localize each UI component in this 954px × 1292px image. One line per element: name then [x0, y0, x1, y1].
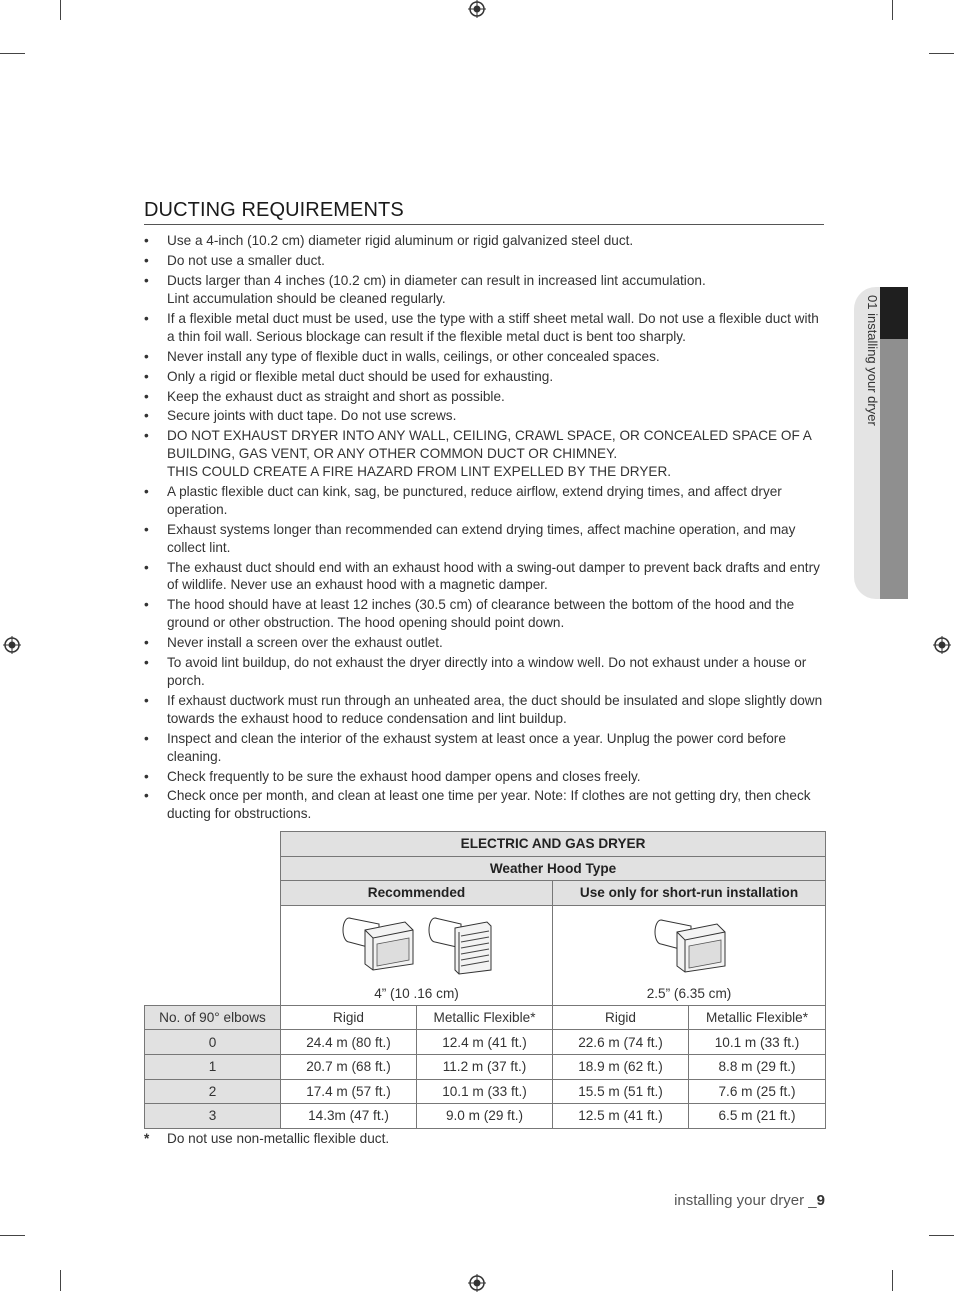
- elbow-count: 1: [145, 1054, 281, 1079]
- crop-mark: [60, 1270, 61, 1291]
- table-cell: 22.6 m (74 ft.): [553, 1030, 689, 1055]
- table-corner-blank: [145, 832, 281, 1006]
- list-item: [144, 310, 826, 346]
- list-item: [144, 768, 826, 786]
- bullet-dot: •: [144, 310, 149, 326]
- list-item: [144, 348, 826, 366]
- list-item: [144, 272, 826, 308]
- table-cell: 12.5 m (41 ft.): [553, 1104, 689, 1129]
- bullet-dot: •: [144, 635, 149, 651]
- list-item-text: If a flexible metal duct must be used, use the type with a stiff sheet metal wall. Do not use a flexible duct with a thin foil wall. Serious blockage can result if the flexible metal duct is bent too sharply.: [167, 310, 819, 344]
- list-item-text: Only a rigid or flexible metal duct should be used for exhausting.: [167, 368, 554, 384]
- registration-mark-icon: [468, 1274, 486, 1292]
- list-item: [144, 654, 826, 690]
- table-subtitle: Weather Hood Type: [281, 856, 826, 881]
- table-cell: 17.4 m (57 ft.): [281, 1079, 417, 1104]
- bullet-dot: •: [144, 428, 149, 444]
- list-item: [144, 407, 826, 425]
- elbow-count: 3: [145, 1104, 281, 1129]
- list-item: [144, 368, 826, 386]
- recommended-hoods-cell: [281, 905, 553, 1005]
- section-title: DUCTING REQUIREMENTS: [144, 199, 824, 225]
- bullet-dot: •: [144, 559, 149, 575]
- list-item: [144, 483, 826, 519]
- list-item-text: Use a 4-inch (10.2 cm) diameter rigid aluminum or rigid galvanized steel duct.: [167, 233, 634, 248]
- damper-hood-icon: [651, 916, 727, 976]
- footer-label: installing your dryer _: [674, 1192, 817, 1209]
- list-item-text: Inspect and clean the interior of the exhaust system at least once a year. Unplug the power cord before cleaning.: [167, 730, 786, 764]
- bullet-dot: •: [144, 655, 149, 671]
- bullet-dot: •: [144, 768, 149, 784]
- short-run-header: Use only for short-run installation: [553, 881, 826, 906]
- table-row: [145, 1104, 826, 1129]
- table-cell: 10.1 m (33 ft.): [417, 1079, 553, 1104]
- table-cell: 6.5 m (21 ft.): [689, 1104, 826, 1129]
- bullet-dot: •: [144, 348, 149, 364]
- bullet-dot: •: [144, 730, 149, 746]
- column-header: Metallic Flexible*: [689, 1005, 826, 1030]
- side-tab-gray-block: [880, 339, 908, 599]
- list-item-text: To avoid lint buildup, do not exhaust the dryer directly into a window well. Do not exhaust under a house or porch.: [167, 655, 807, 688]
- crop-mark: [892, 0, 893, 20]
- crop-mark: [929, 1235, 954, 1236]
- crop-mark: [60, 0, 61, 20]
- chapter-side-tab: [854, 287, 908, 599]
- list-item: [144, 634, 826, 652]
- recommended-size: 4” (10 .16 cm): [374, 985, 459, 1001]
- registration-mark-icon: [3, 636, 21, 654]
- table-cell: 14.3m (47 ft.): [281, 1104, 417, 1129]
- registration-mark-icon: [468, 0, 486, 18]
- crop-mark: [892, 1270, 893, 1291]
- crop-mark: [0, 1235, 25, 1236]
- list-item-text: Check frequently to be sure the exhaust hood damper opens and closes freely.: [167, 768, 641, 784]
- table-row: [145, 1030, 826, 1055]
- bullet-dot: •: [144, 788, 149, 804]
- footnote: [144, 1131, 389, 1146]
- list-item-text: Ducts larger than 4 inches (10.2 cm) in diameter can result in increased lint accumulation. Lint accumulation should be cleaned regularly.: [167, 272, 706, 306]
- footnote-marker: *: [144, 1131, 150, 1146]
- registration-mark-icon: [933, 636, 951, 654]
- table-cell: 24.4 m (80 ft.): [281, 1030, 417, 1055]
- bullet-dot: •: [144, 521, 149, 537]
- list-item: [144, 596, 826, 632]
- list-item-text: DO NOT EXHAUST DRYER INTO ANY WALL, CEILING, CRAWL SPACE, OR CONCEALED SPACE OF A BUILDING, GAS VENT, OR ANY OTHER COMMON DUCT OR CHIMNEY. THIS COULD CREATE A FIRE HAZARD FROM LINT EXPELLED BY THE DRYER.: [167, 428, 812, 480]
- short-run-hood-cell: [553, 905, 826, 1005]
- list-item-text: Keep the exhaust duct as straight and short as possible.: [167, 388, 505, 404]
- list-item-text: Exhaust systems longer than recommended can extend drying times, affect machine operation, and may collect lint.: [167, 521, 796, 555]
- list-item-text: The hood should have at least 12 inches (30.5 cm) of clearance between the bottom of the hood and the ground or other obstruction. The hood opening should point down.: [167, 597, 795, 631]
- list-item-text: A plastic flexible duct can kink, sag, be punctured, reduce airflow, extend drying times, and affect dryer operation.: [167, 484, 782, 517]
- list-item: [144, 252, 826, 270]
- list-item: [144, 692, 826, 728]
- damper-hood-icon: [339, 914, 415, 974]
- table-cell: 15.5 m (51 ft.): [553, 1079, 689, 1104]
- side-tab-dark-block: [880, 287, 908, 339]
- bullet-dot: •: [144, 388, 149, 404]
- list-item-text: Never install a screen over the exhaust outlet.: [167, 635, 443, 651]
- column-header-row: [145, 1005, 826, 1030]
- list-item: [144, 427, 826, 480]
- column-header: Rigid: [553, 1005, 689, 1030]
- bullet-dot: •: [144, 597, 149, 613]
- bullet-dot: •: [144, 272, 149, 288]
- crop-mark: [929, 53, 954, 54]
- table-cell: 8.8 m (29 ft.): [689, 1054, 826, 1079]
- column-header: Metallic Flexible*: [417, 1005, 553, 1030]
- list-item: [144, 730, 826, 766]
- page-footer: [674, 1192, 825, 1209]
- table-cell: 11.2 m (37 ft.): [417, 1054, 553, 1079]
- elbow-count: 0: [145, 1030, 281, 1055]
- footnote-text: Do not use non-metallic flexible duct.: [167, 1131, 390, 1146]
- louvered-hood-icon: [425, 914, 495, 976]
- crop-mark: [0, 53, 25, 54]
- recommended-header: Recommended: [281, 881, 553, 906]
- list-item-text: Do not use a smaller duct.: [167, 252, 325, 268]
- short-run-size: 2.5” (6.35 cm): [646, 985, 732, 1001]
- list-item-text: Check once per month, and clean at least one time per year. Note: If clothes are not getting dry, then check ducting for obstructions.: [167, 788, 811, 822]
- table-cell: 12.4 m (41 ft.): [417, 1030, 553, 1055]
- bullet-dot: •: [144, 368, 149, 384]
- elbow-count: 2: [145, 1079, 281, 1104]
- list-item-text: If exhaust ductwork must run through an unheated area, the duct should be insulated and slope slightly down towards the exhaust hood to reduce condensation and lint buildup.: [167, 692, 823, 726]
- bullet-dot: •: [144, 233, 149, 248]
- list-item: [144, 521, 826, 557]
- table-cell: 7.6 m (25 ft.): [689, 1079, 826, 1104]
- bullet-dot: •: [144, 484, 149, 500]
- list-item-text: The exhaust duct should end with an exhaust hood with a swing-out damper to prevent back drafts and entry of wildlife. Never use an exhaust hood with a magnetic damper.: [167, 559, 820, 593]
- table-cell: 9.0 m (29 ft.): [417, 1104, 553, 1129]
- table-row: [145, 1079, 826, 1104]
- list-item-text: Secure joints with duct tape. Do not use screws.: [167, 408, 457, 424]
- list-item: [144, 559, 826, 595]
- table-row: [145, 1054, 826, 1079]
- side-tab-label: 01 installing your dryer: [865, 295, 880, 426]
- table-title: ELECTRIC AND GAS DRYER: [281, 832, 826, 857]
- requirements-list: [144, 232, 826, 825]
- list-item: [144, 388, 826, 406]
- bullet-dot: •: [144, 408, 149, 424]
- table-cell: 18.9 m (62 ft.): [553, 1054, 689, 1079]
- duct-length-table: [144, 831, 826, 1129]
- column-header: No. of 90° elbows: [145, 1005, 281, 1030]
- table-cell: 20.7 m (68 ft.): [281, 1054, 417, 1079]
- column-header: Rigid: [281, 1005, 417, 1030]
- page-number: 9: [816, 1192, 825, 1209]
- table-cell: 10.1 m (33 ft.): [689, 1030, 826, 1055]
- bullet-dot: •: [144, 252, 149, 268]
- list-item: [144, 787, 826, 823]
- list-item: [144, 232, 826, 250]
- list-item-text: Never install any type of flexible duct in walls, ceilings, or other concealed spaces.: [167, 348, 660, 364]
- bullet-dot: •: [144, 692, 149, 708]
